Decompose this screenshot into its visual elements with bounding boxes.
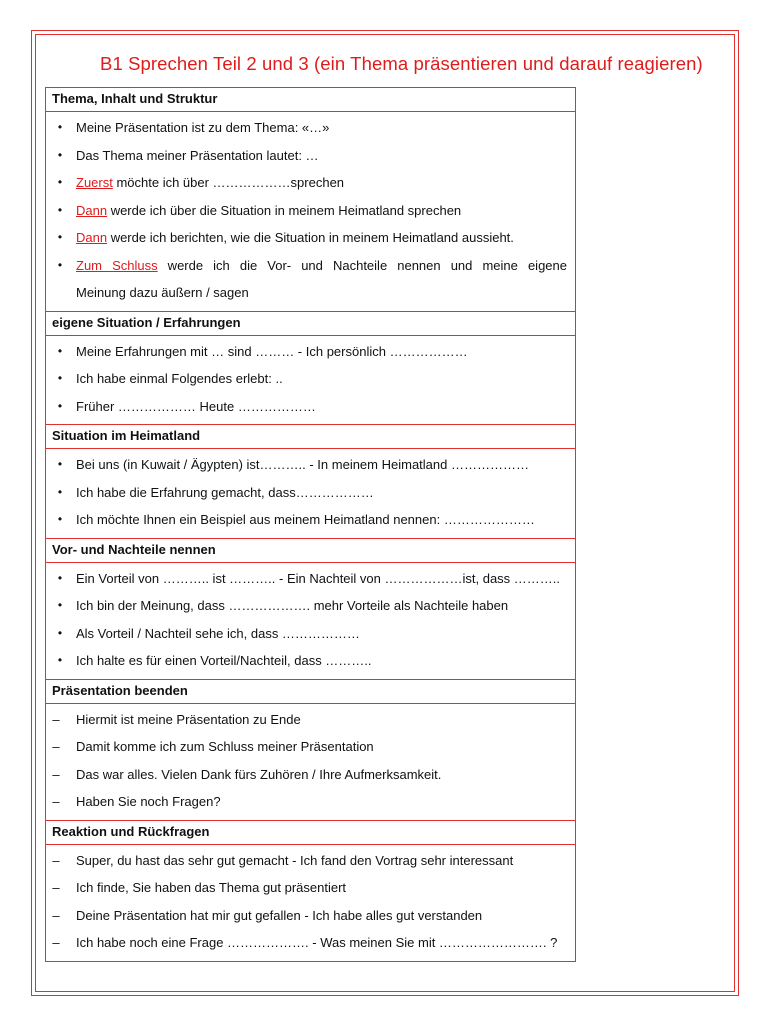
item-text: Ich habe die Erfahrung gemacht, dass……………… — [76, 484, 374, 500]
dash-marker: – — [52, 739, 60, 754]
item-text: Bei uns (in Kuwait / Ägypten) ist……….. - In meinem Heimatland ……………… — [76, 457, 529, 472]
item-line — [76, 365, 567, 393]
list-item — [46, 224, 575, 252]
bullet-marker: • — [57, 457, 63, 471]
list-item — [46, 451, 575, 479]
bullet-marker: • — [57, 484, 63, 499]
list-item — [46, 338, 575, 366]
item-text: Super, du hast das sehr gut gemacht - Ich fand den Vortrag sehr interessant — [76, 852, 514, 868]
list-item — [46, 761, 575, 789]
bullet-marker: • — [57, 512, 63, 526]
item-text: Ich möchte Ihnen ein Beispiel aus meinem Heimatland nennen: ………………… — [76, 512, 535, 527]
item-text: Deine Präsentation hat mir gut gefallen - Ich habe alles gut verstanden — [76, 907, 483, 923]
item-text: möchte ich über ………………sprechen — [112, 175, 345, 190]
bullet-marker: • — [57, 570, 63, 585]
item-line — [76, 620, 567, 648]
item-text: Hiermit ist meine Präsentation zu Ende — [76, 711, 301, 727]
item-line — [76, 479, 567, 507]
bullet-marker: • — [57, 625, 63, 640]
bullet-marker: • — [57, 175, 63, 189]
item-text: Ein Vorteil von ……….. ist ……….. - Ein Nachteil von ………………ist, dass ……….. — [76, 570, 561, 586]
item-line — [76, 565, 567, 593]
list-item — [46, 647, 575, 675]
dash-marker: – — [52, 935, 60, 950]
item-line — [76, 393, 567, 421]
dash-marker: – — [52, 880, 60, 895]
list-item — [46, 565, 575, 593]
bullet-marker: • — [57, 343, 63, 358]
item-line — [76, 788, 567, 816]
item-text: werde ich berichten, wie die Situation in meinem Heimatland aussieht. — [107, 230, 514, 245]
item-text: Ich bin der Meinung, dass ………………. mehr Vorteile als Nachteile haben — [76, 598, 509, 613]
item-text: Das Thema meiner Präsentation lautet: … — [76, 147, 319, 163]
bullet-marker: • — [57, 653, 63, 667]
list-item — [46, 733, 575, 761]
item-line — [76, 706, 567, 734]
item-line — [76, 169, 567, 197]
list-item — [46, 114, 575, 142]
section-body — [46, 563, 575, 680]
section-body — [46, 112, 575, 312]
section-body — [46, 704, 575, 821]
list-item — [46, 365, 575, 393]
list-item — [46, 169, 575, 197]
bullet-marker: • — [57, 371, 63, 385]
bullet-marker: • — [57, 202, 63, 217]
section-body — [46, 336, 575, 426]
bullet-marker: • — [57, 598, 63, 612]
item-text: Meine Präsentation ist zu dem Thema: «…» — [76, 120, 330, 135]
phrase-table — [45, 87, 576, 962]
bullet-marker: • — [57, 257, 63, 272]
highlight-word: Zum Schluss — [76, 257, 158, 273]
item-text: Ich habe einmal Folgendes erlebt: .. — [76, 371, 283, 386]
bullet-marker: • — [57, 120, 63, 134]
list-item — [46, 142, 575, 170]
highlight-word: Zuerst — [76, 175, 113, 190]
item-line — [76, 929, 567, 957]
section-heading: Reaktion und Rückfragen — [46, 821, 575, 845]
item-line — [76, 647, 567, 675]
highlight-word: Dann — [76, 202, 108, 218]
item-text: Ich finde, Sie haben das Thema gut präsentiert — [76, 880, 347, 895]
item-line — [76, 733, 567, 761]
item-line — [76, 451, 567, 479]
document-title: B1 Sprechen Teil 2 und 3 (ein Thema präsentieren und darauf reagieren) — [100, 53, 703, 74]
item-line — [76, 874, 567, 902]
item-line — [76, 592, 567, 620]
bullet-marker: • — [57, 147, 63, 162]
list-item — [46, 479, 575, 507]
list-item — [46, 902, 575, 930]
section-heading: Thema, Inhalt und Struktur — [46, 88, 575, 112]
list-item — [46, 620, 575, 648]
item-text: Ich halte es für einen Vorteil/Nachteil, dass ……….. — [76, 653, 372, 668]
list-item — [46, 847, 575, 875]
item-continuation: Meinung dazu äußern / sagen — [76, 285, 249, 300]
list-item — [46, 706, 575, 734]
item-text: Das war alles. Vielen Dank fürs Zuhören / Ihre Aufmerksamkeit. — [76, 766, 442, 782]
list-item — [46, 592, 575, 620]
list-item — [46, 393, 575, 421]
section-body — [46, 845, 575, 961]
list-item — [46, 197, 575, 225]
list-item — [46, 252, 575, 307]
item-line — [76, 114, 567, 142]
item-text: Ich habe noch eine Frage ………………. - Was meinen Sie mit ……………………. ? — [76, 935, 558, 950]
item-line — [76, 142, 567, 170]
item-text: werde ich die Vor- und Nachteile nennen und meine eigene — [157, 257, 567, 273]
bullet-marker: • — [57, 230, 63, 244]
section-heading: Vor- und Nachteile nennen — [46, 539, 575, 563]
highlight-word: Dann — [76, 230, 108, 245]
item-line — [76, 902, 567, 930]
item-line — [76, 197, 567, 225]
item-text: Damit komme ich zum Schluss meiner Präsentation — [76, 739, 374, 754]
dash-marker: – — [52, 852, 60, 868]
section-body — [46, 449, 575, 539]
item-line — [76, 252, 567, 280]
item-line — [76, 506, 567, 534]
item-line — [76, 224, 567, 252]
bullet-marker: • — [57, 398, 63, 413]
item-text: Meine Erfahrungen mit … sind ……… - Ich persönlich ……………… — [76, 343, 468, 359]
item-line — [76, 338, 567, 366]
list-item — [46, 929, 575, 957]
item-text: Als Vorteil / Nachteil sehe ich, dass ……………… — [76, 625, 360, 641]
item-line — [76, 761, 567, 789]
dash-marker: – — [52, 766, 60, 782]
item-text: Haben Sie noch Fragen? — [76, 794, 221, 809]
list-item — [46, 788, 575, 816]
list-item — [46, 506, 575, 534]
dash-marker: – — [52, 907, 60, 923]
item-line — [76, 847, 567, 875]
section-heading: eigene Situation / Erfahrungen — [46, 312, 575, 336]
section-heading: Situation im Heimatland — [46, 425, 575, 449]
list-item — [46, 874, 575, 902]
item-text: Früher ……………… Heute ……………… — [76, 398, 316, 414]
item-text: werde ich über die Situation in meinem Heimatland sprechen — [107, 202, 462, 218]
section-heading: Präsentation beenden — [46, 680, 575, 704]
dash-marker: – — [52, 794, 60, 809]
dash-marker: – — [52, 711, 60, 727]
